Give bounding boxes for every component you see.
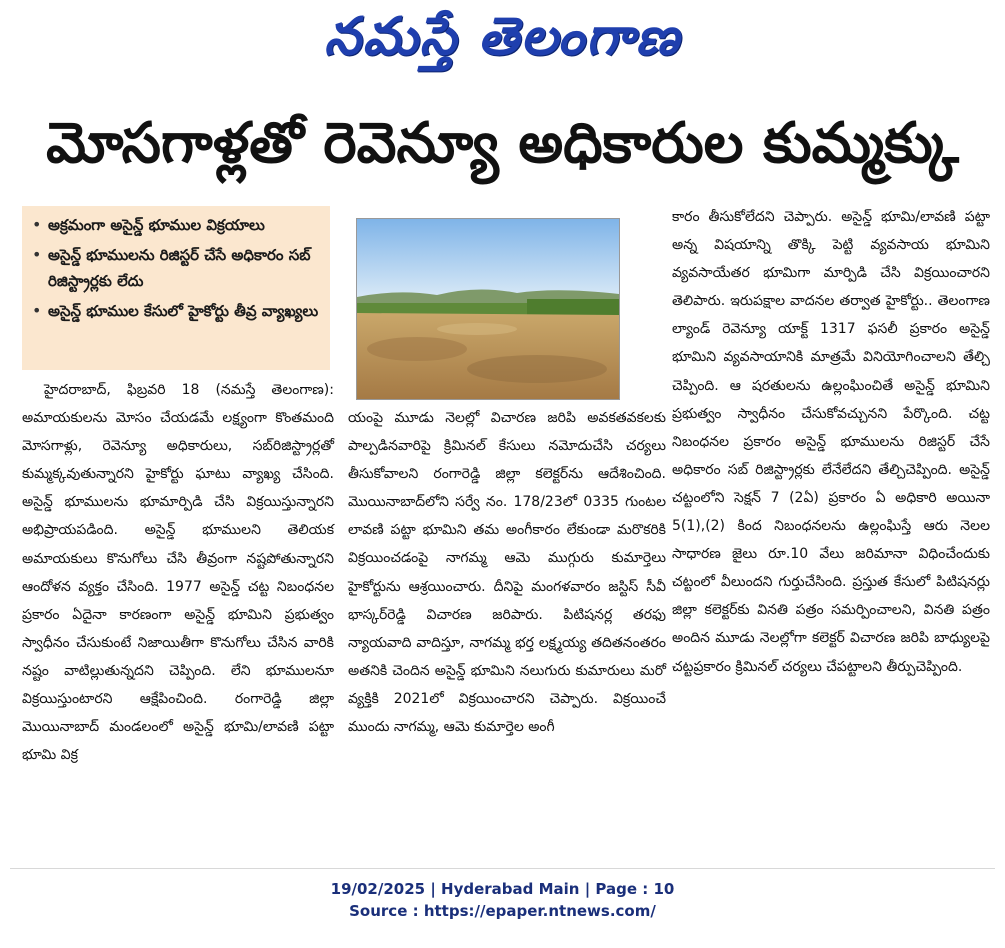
bullet-icon: • xyxy=(32,301,42,320)
article-column-2 xyxy=(348,404,666,741)
footer-edition-info: 19/02/2025 | Hyderabad Main | Page : 10 xyxy=(330,880,675,898)
highlight-text: అసైన్డ్ భూముల కేసులో హైకోర్టు తీవ్ర వ్యాఖ్యలు xyxy=(48,302,319,320)
highlight-item xyxy=(32,212,320,238)
divider xyxy=(10,868,995,869)
highlights-box xyxy=(22,206,330,370)
article-paragraph: యంపై మూడు నెలల్లో విచారణ జరిపి అవకతవకలకు పాల్పడినవారిపై క్రిమినల్ కేసులు నమోదుచేసి చర్యలు తీసుకోవాలని రంగారెడ్డి జిల్లా కలెక్టర్‌ను ఆదేశించింది. మొయినాబాద్‌లోని సర్వే నం. 178/23లో 0335 గుంటల లావణి పట్టా భూమిని తమ అంగీకారం లేకుండా మరొకరికి విక్రయించడంపై నాగమ్మ ఆమె ముగ్గురు కుమార్తెలు హైకోర్టును ఆశ్రయించారు. దీనిపై మంగళవారం జస్టిస్ సీవీ భాస్కర్‌రెడ్డి విచారణ జరిపారు. పిటిషనర్ల తరఫు న్యాయవాది వాదిస్తూ, నాగమ్మ భర్త లక్ష్మయ్య తదితనంతరం అతనికి చెందిన అసైన్డ్ భూమిని నలుగురు కుమారులు మరో వ్యక్తికి 2021లో విక్రయించారని చెప్పారు. విక్రయించే ముందు నాగమ్మ, ఆమె కుమార్తెల అంగీ xyxy=(348,410,666,736)
article-photo xyxy=(356,218,620,400)
highlight-text: అక్రమంగా అసైన్డ్ భూముల విక్రయాలు xyxy=(48,216,265,234)
article-paragraph: హైదరాబాద్, ఫిబ్రవరి 18 (నమస్తే తెలంగాణ): అమాయకులను మోసం చేయడమే లక్ష్యంగా కొంతమంది మోసగాళ్లు, రెవెన్యూ అధికారులు, సబ్‌రిజిస్ట్రార్లతో కుమ్మక్కవుతున్నారని హైకోర్టు ఘాటు వ్యాఖ్య చేసింది. అసైన్డ్ భూములను భూమార్పిడి చేసి విక్రయిస్తున్నారని అభిప్రాయపడింది. అసైన్డ్ భూములని తెలియక అమాయకులు కొనుగోలు చేసి తీవ్రంగా నష్టపోతున్నారని ఆందోళన వ్యక్తం చేసింది. 1977 అసైన్డ్ చట్ట నిబంధనల ప్రకారం ఏదైనా కారణంగా అసైన్డ్ భూమిని ప్రభుత్వం స్వాధీనం చేసుకుంటే నిజాయితీగా కొనుగోలు చేసిన వారికి నష్టం వాటిల్లుతున్నదని చెప్పింది. లేని భూములనూ విక్రయిస్తుంటారని ఆక్షేపించింది. రంగారెడ్డి జిల్లా మొయినాబాద్ మండలంలో అసైన్డ్ భూమి/లావణి పట్టా భూమి విక్ర xyxy=(22,382,334,764)
article-column-3 xyxy=(672,203,990,681)
bullet-icon: • xyxy=(32,215,42,234)
article-paragraph: కారం తీసుకోలేదని చెప్పారు. అసైన్డ్ భూమి/లావణి పట్టా అన్న విషయాన్ని తొక్కి పెట్టి వ్యవసాయ భూమిని వ్యవసాయేతర భూమిగా మార్పిడి చేసి విక్రయించారని తెలిపారు. ఇరుపక్షాల వాదనల తర్వాత హైకోర్టు.. తెలంగాణ ల్యాండ్ రెవెన్యూ యాక్ట్ 1317 ఫసలీ ప్రకారం అసైన్డ్ భూమిని వ్యవసాయానికి మాత్రమే వినియోగించాలని తేల్చి చెప్పింది. ఆ షరతులను ఉల్లంఘించితే అసైన్డ్ భూమిని ప్రభుత్వం స్వాధీనం చేసుకోవచ్చునని పేర్కొంది. చట్ట నిబంధనల ప్రకారం అసైన్డ్ భూములను రిజిస్టర్ చేసే అధికారం సబ్ రిజిస్ట్రార్లకు లేనేలేదని తేల్చిచెప్పింది. అసైన్డ్ చట్టంలోని సెక్షన్ 7 (2ఏ) ప్రకారం ఏ అధికారి అయినా 5(1),(2) కింద నిబంధనలను ఉల్లంఘిస్తే ఆరు నెలల సాధారణ జైలు రూ.10 వేలు జరిమానా విధించేందుకు చట్టంలో వీలుందని గుర్తుచేసింది. ప్రస్తుత కేసులో పిటిషనర్లు జిల్లా కలెక్టర్‌కు వినతి పత్రం సమర్పించాలని, వినతి పత్రం అందిన మూడు నెలల్లోగా కలెక్టర్ విచారణ జరిపి బాధ్యులపై చట్టప్రకారం క్రిమినల్ చర్యలు చేపట్టాలని తీర్పుచెప్పింది. xyxy=(672,209,990,675)
footer-source-link[interactable]: Source : https://epaper.ntnews.com/ xyxy=(349,902,656,920)
field-landscape-image xyxy=(357,219,619,399)
highlight-item xyxy=(32,242,320,294)
article-column-1 xyxy=(22,376,334,769)
highlight-text: అసైన్డ్ భూములను రిజిస్టర్ చేసే అధికారం సబ్ రిజిస్ట్రార్లకు లేదు xyxy=(48,246,311,290)
headline: మోసగాళ్లతో రెవెన్యూ అధికారుల కుమ్మక్కు xyxy=(46,110,959,176)
footer xyxy=(0,878,1005,922)
newspaper-logo: నమస్తే తెలంగాణ xyxy=(324,6,681,67)
highlight-item xyxy=(32,298,320,324)
masthead xyxy=(0,0,1005,86)
bullet-icon: • xyxy=(32,245,42,264)
